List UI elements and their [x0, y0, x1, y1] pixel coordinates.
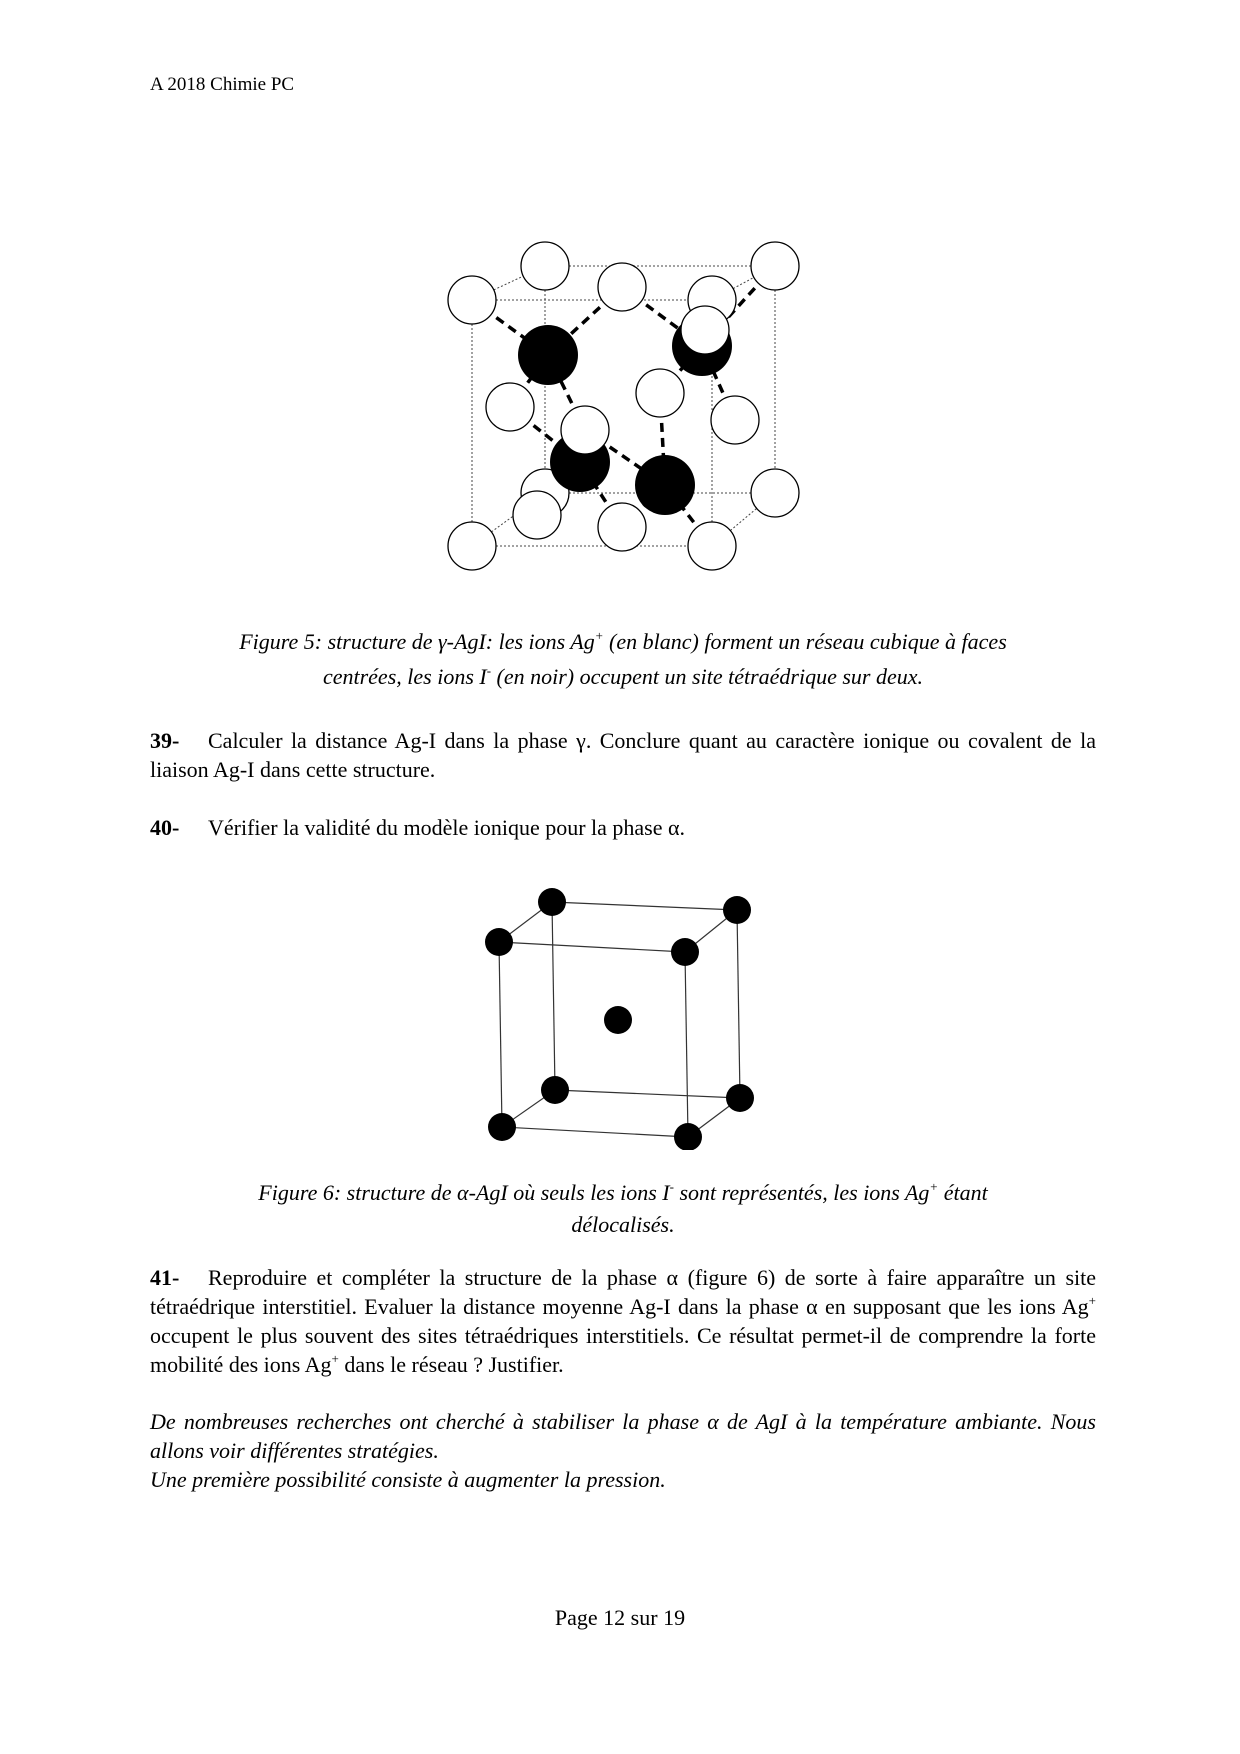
ag-ion [513, 491, 561, 539]
ag-ion [521, 242, 569, 290]
ag-ion [681, 306, 729, 354]
figure-5-diagram [430, 230, 830, 585]
question-number: 40- [150, 815, 180, 840]
question-41: 41- Reproduire et compléter la structure de la phase α (figure 6) de sorte à faire apparaître un site tétraédrique interstitiel. Evaluer la distance moyenne Ag-I dans la phase α en supposant que les ions Ag+ occupent le plus souvent des sites tétraédriques interstitiels. Ce résultat permet-il de comprendre la forte mobilité des ions Ag+ dans le réseau ? Justifier. [150, 1265, 1096, 1377]
i-ion [726, 1084, 754, 1112]
i-ion [635, 455, 695, 515]
section-intro [150, 1407, 1096, 1494]
figure-5-caption: Figure 5: structure de γ-AgI: les ions Ag+ (en blanc) forment un réseau cubique à faces centrées, les ions I- (en noir) occupent un site tétraédrique sur deux. [239, 628, 1007, 689]
ag-ion [751, 469, 799, 517]
page-header: A 2018 Chimie PC [150, 74, 295, 95]
i-ion [541, 1076, 569, 1104]
figure-6-diagram [470, 880, 770, 1150]
i-ion [518, 325, 578, 385]
ag-ion [688, 522, 736, 570]
question-39 [150, 726, 1096, 784]
ag-ion [448, 522, 496, 570]
intro-paragraph: De nombreuses recherches ont cherché à stabiliser la phase α de AgI à la température ambiante. Nous allons voir différentes stratégies. [150, 1409, 1096, 1463]
ag-ion [561, 406, 609, 454]
i-ion [674, 1123, 702, 1150]
ag-ion [598, 263, 646, 311]
intro-paragraph: Une première possibilité consiste à augmenter la pression. [150, 1467, 666, 1492]
i-ion [671, 938, 699, 966]
page-footer: Page 12 sur 19 [554, 1605, 686, 1630]
question-text: Reproduire et compléter la structure de la phase α (figure 6) de sorte à faire apparaître un site tétraédrique interstitiel. Evaluer la distance moyenne Ag-I dans la phase α en supposant que les ions Ag [150, 1265, 1096, 1319]
i-ion [488, 1113, 516, 1141]
ag-ion [486, 383, 534, 431]
ag-ion [751, 242, 799, 290]
ag-ion [711, 396, 759, 444]
figure-6-caption: Figure 6: structure de α-AgI où seuls les ions I- sont représentés, les ions Ag+ étant délocalisés. [258, 1179, 988, 1237]
ag-ion [598, 503, 646, 551]
question-text: Vérifier la validité du modèle ionique pour la phase α. [208, 815, 686, 840]
question-number: 39- [150, 728, 180, 753]
question-number: 41- [150, 1265, 180, 1290]
i-ion-center [604, 1006, 632, 1034]
ag-ion [448, 276, 496, 324]
i-ion [538, 888, 566, 916]
question-text: Calculer la distance Ag-I dans la phase γ. Conclure quant au caractère ionique ou covalent de la liaison Ag-I dans cette structure. [150, 728, 1096, 782]
i-ion [485, 928, 513, 956]
ag-ion [636, 369, 684, 417]
i-ion [723, 896, 751, 924]
question-40 [150, 813, 1096, 842]
